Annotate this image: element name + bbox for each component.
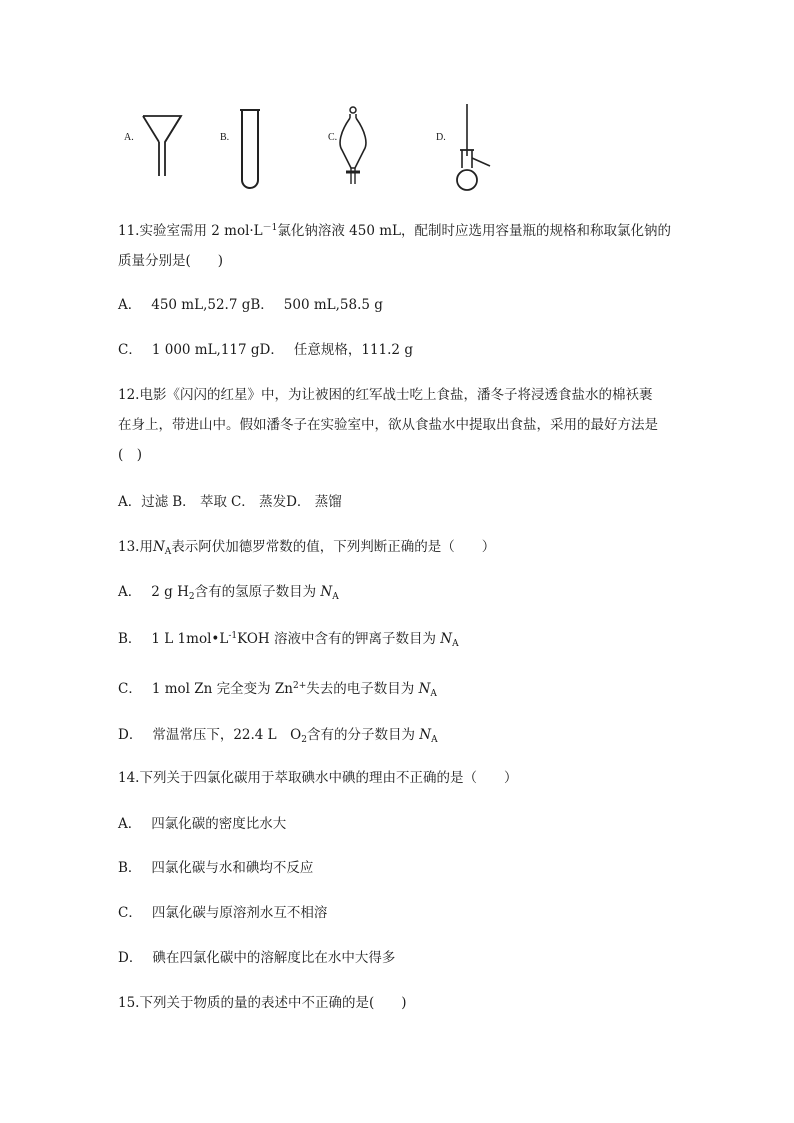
q11-options-ab: A． 450 mL,52.7 gB． 500 mL,58.5 g	[118, 297, 383, 313]
q14-option-b: B． 四氯化碳与水和碘均不反应	[118, 860, 314, 876]
q13-option-d: D． 常温常压下，22.4 L $O_2$含有的分子数目为 $N_A$	[118, 727, 438, 745]
q14-option-d: D． 碘在四氯化碳中的溶解度比在水中大得多	[118, 950, 396, 966]
q13-option-a: A． 2 g $H_2$含有的氢原子数目为 $N_A$	[118, 584, 339, 602]
q14-option-a: A． 四氯化碳的密度比水大	[118, 816, 287, 832]
q11-options-cd: C． 1 000 mL,117 gD． 任意规格，111.2 g	[118, 342, 413, 358]
q13-option-b: B． 1 L $1mol•L^{-1}KOH$ 溶液中含有的钾离子数目为 $N_A$	[118, 631, 459, 649]
separatory-funnel-figure	[334, 104, 372, 190]
funnel-figure	[140, 112, 186, 178]
q14-stem: 14.下列关于四氯化碳用于萃取碘水中碘的理由不正确的是（ ）	[118, 770, 518, 786]
q12-stem-line2: 在身上，带进山中。假如潘冬子在实验室中，欲从食盐水中提取出食盐，采用的最好方法是	[118, 417, 658, 433]
figure-c-label: C.	[328, 132, 338, 143]
figure-a-label: A.	[124, 132, 134, 143]
test-tube-figure	[238, 106, 264, 190]
figure-b-label: B.	[220, 132, 230, 143]
q12-options: A．过滤 B． 萃取 C． 蒸发D． 蒸馏	[118, 494, 342, 510]
q11-stem-line2: 质量分别是( )	[118, 253, 224, 269]
q11-stem-line1: 11.实验室需用 2 $mol\cdot L^{-1}$氯化钠溶液 450 mL，配制时应选用容量瓶的规格和称取氯化钠的	[118, 223, 672, 239]
distillation-flask-figure	[450, 100, 500, 192]
q13-option-c: C． 1 mol Zn 完全变为 $Zn^{2+}$失去的电子数目为 $N_A$	[118, 681, 437, 699]
q12-stem-line3: ( )	[118, 447, 143, 463]
q12-stem-line1: 12.电影《闪闪的红星》中，为让被困的红军战士吃上食盐，潘冬子将浸透食盐水的棉袄裹	[118, 387, 653, 403]
figure-d-label: D.	[436, 132, 446, 143]
q13-stem: 13.用$N_A$表示阿伏加德罗常数的值，下列判断正确的是（ ）	[118, 539, 496, 557]
q14-option-c: C． 四氯化碳与原溶剂水互不相溶	[118, 905, 328, 921]
q15-stem: 15.下列关于物质的量的表述中不正确的是( )	[118, 995, 407, 1011]
